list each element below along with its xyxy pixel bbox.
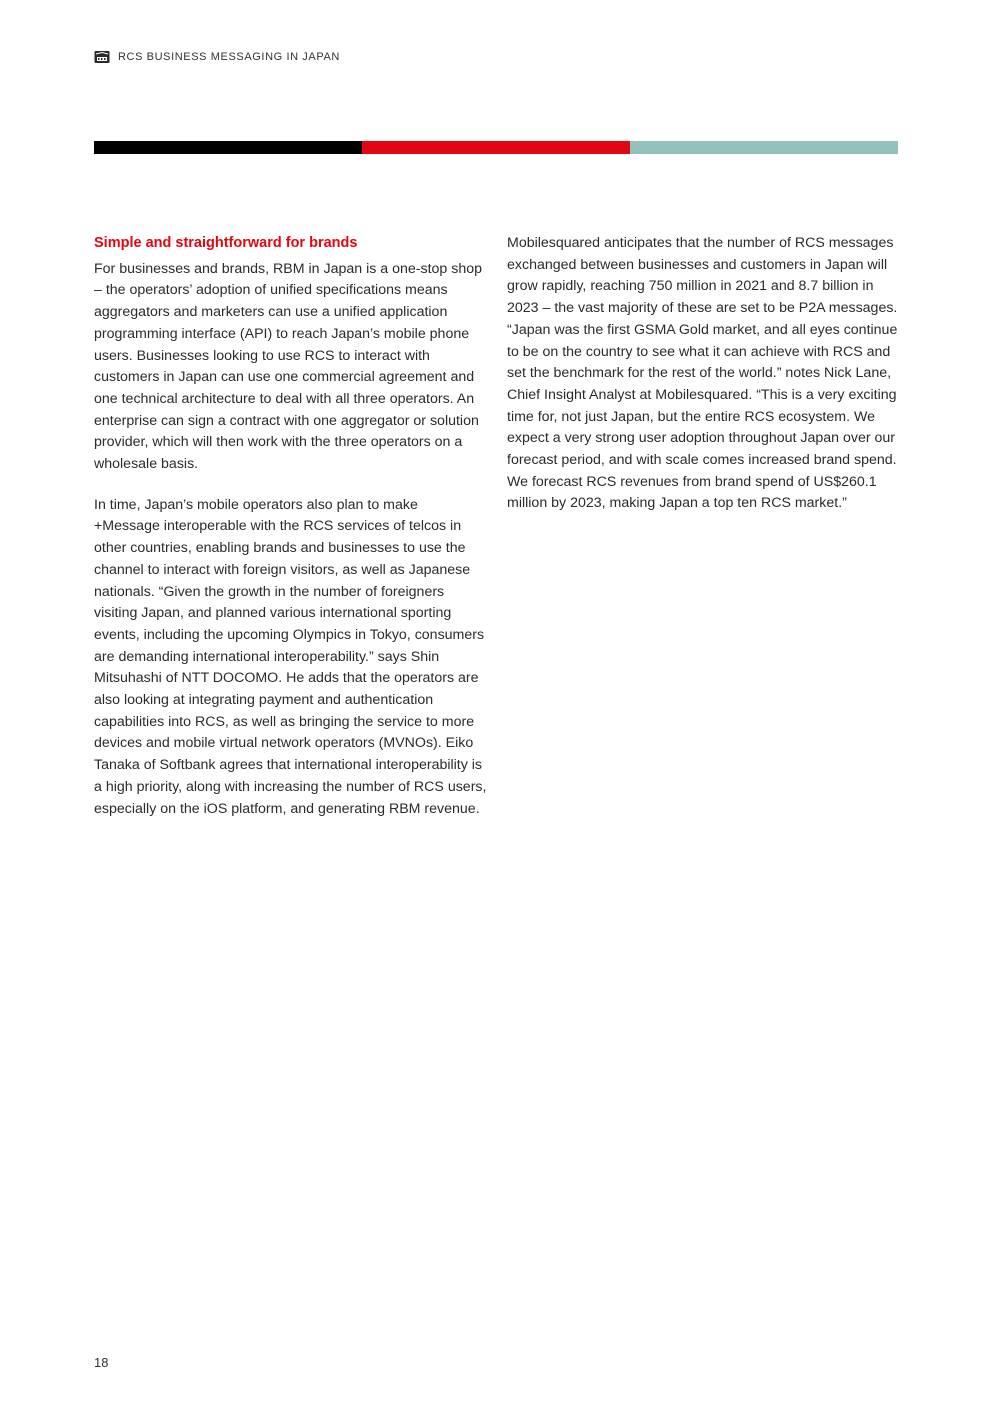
- page-number: 18: [94, 1355, 109, 1370]
- body-paragraph: In time, Japan’s mobile operators also plan to make +Message interoperable with the RCS services of telcos in other countries, enabling brands and businesses to use the channel to interact with foreign visitors, as well as Japanese nationals. “Given the growth in the number of foreigners visiting Japan, and planned various international sporting events, including the upcoming Olympics in Tokyo, consumers are demanding international interoperability.” says Shin Mitsuhashi of NTT DOCOMO. He adds that the operators are also looking at integrating payment and authentication capabilities into RCS, as well as bringing the service to more devices and mobile virtual network operators (MVNOs). Eiko Tanaka of Softbank agrees that international interoperability is a high priority, along with increasing the number of RCS users, especially on the iOS platform, and generating RBM revenue.: [94, 496, 487, 817]
- right-column: [507, 233, 898, 515]
- body-paragraph: Mobilesquared anticipates that the number of RCS messages exchanged between businesses and customers in Japan will grow rapidly, reaching 750 million in 2021 and 8.7 billion in 2023 – the vast majority of these are set to be P2A messages. “Japan was the first GSMA Gold market, and all eyes continue to be on the country to see what it can achieve with RCS and set the benchmark for the rest of the world.” notes Nick Lane, Chief Insight Analyst at Mobilesquared. “This is a very exciting time for, not just Japan, but the entire RCS ecosystem. We expect a very strong user adoption throughout Japan over our forecast period, and with scale comes increased brand spend. We forecast RCS revenues from brand spend of US$260.1 million by 2023, making Japan a top ten RCS market.”: [507, 235, 898, 512]
- color-stripe-divider: [94, 141, 898, 154]
- left-column: [94, 233, 487, 839]
- stripe-black: [94, 141, 362, 154]
- page-header: [94, 49, 340, 65]
- stripe-red: [362, 141, 630, 154]
- stripe-teal: [630, 141, 898, 154]
- body-paragraph: For businesses and brands, RBM in Japan is a one-stop shop – the operators’ adoption of unified specifications means aggregators and marketers can use a unified application programming interface (API) to reach Japan’s mobile phone users. Businesses looking to use RCS to interact with customers in Japan can use one commercial agreement and one technical architecture to deal with all three operators. An enterprise can sign a contract with one aggregator or solution provider, which will then work with the three operators on a wholesale basis.: [94, 260, 483, 473]
- header-title: RCS BUSINESS MESSAGING IN JAPAN: [118, 51, 340, 63]
- document-logo-icon: [94, 49, 110, 65]
- section-heading: Simple and straightforward for brands: [94, 235, 358, 251]
